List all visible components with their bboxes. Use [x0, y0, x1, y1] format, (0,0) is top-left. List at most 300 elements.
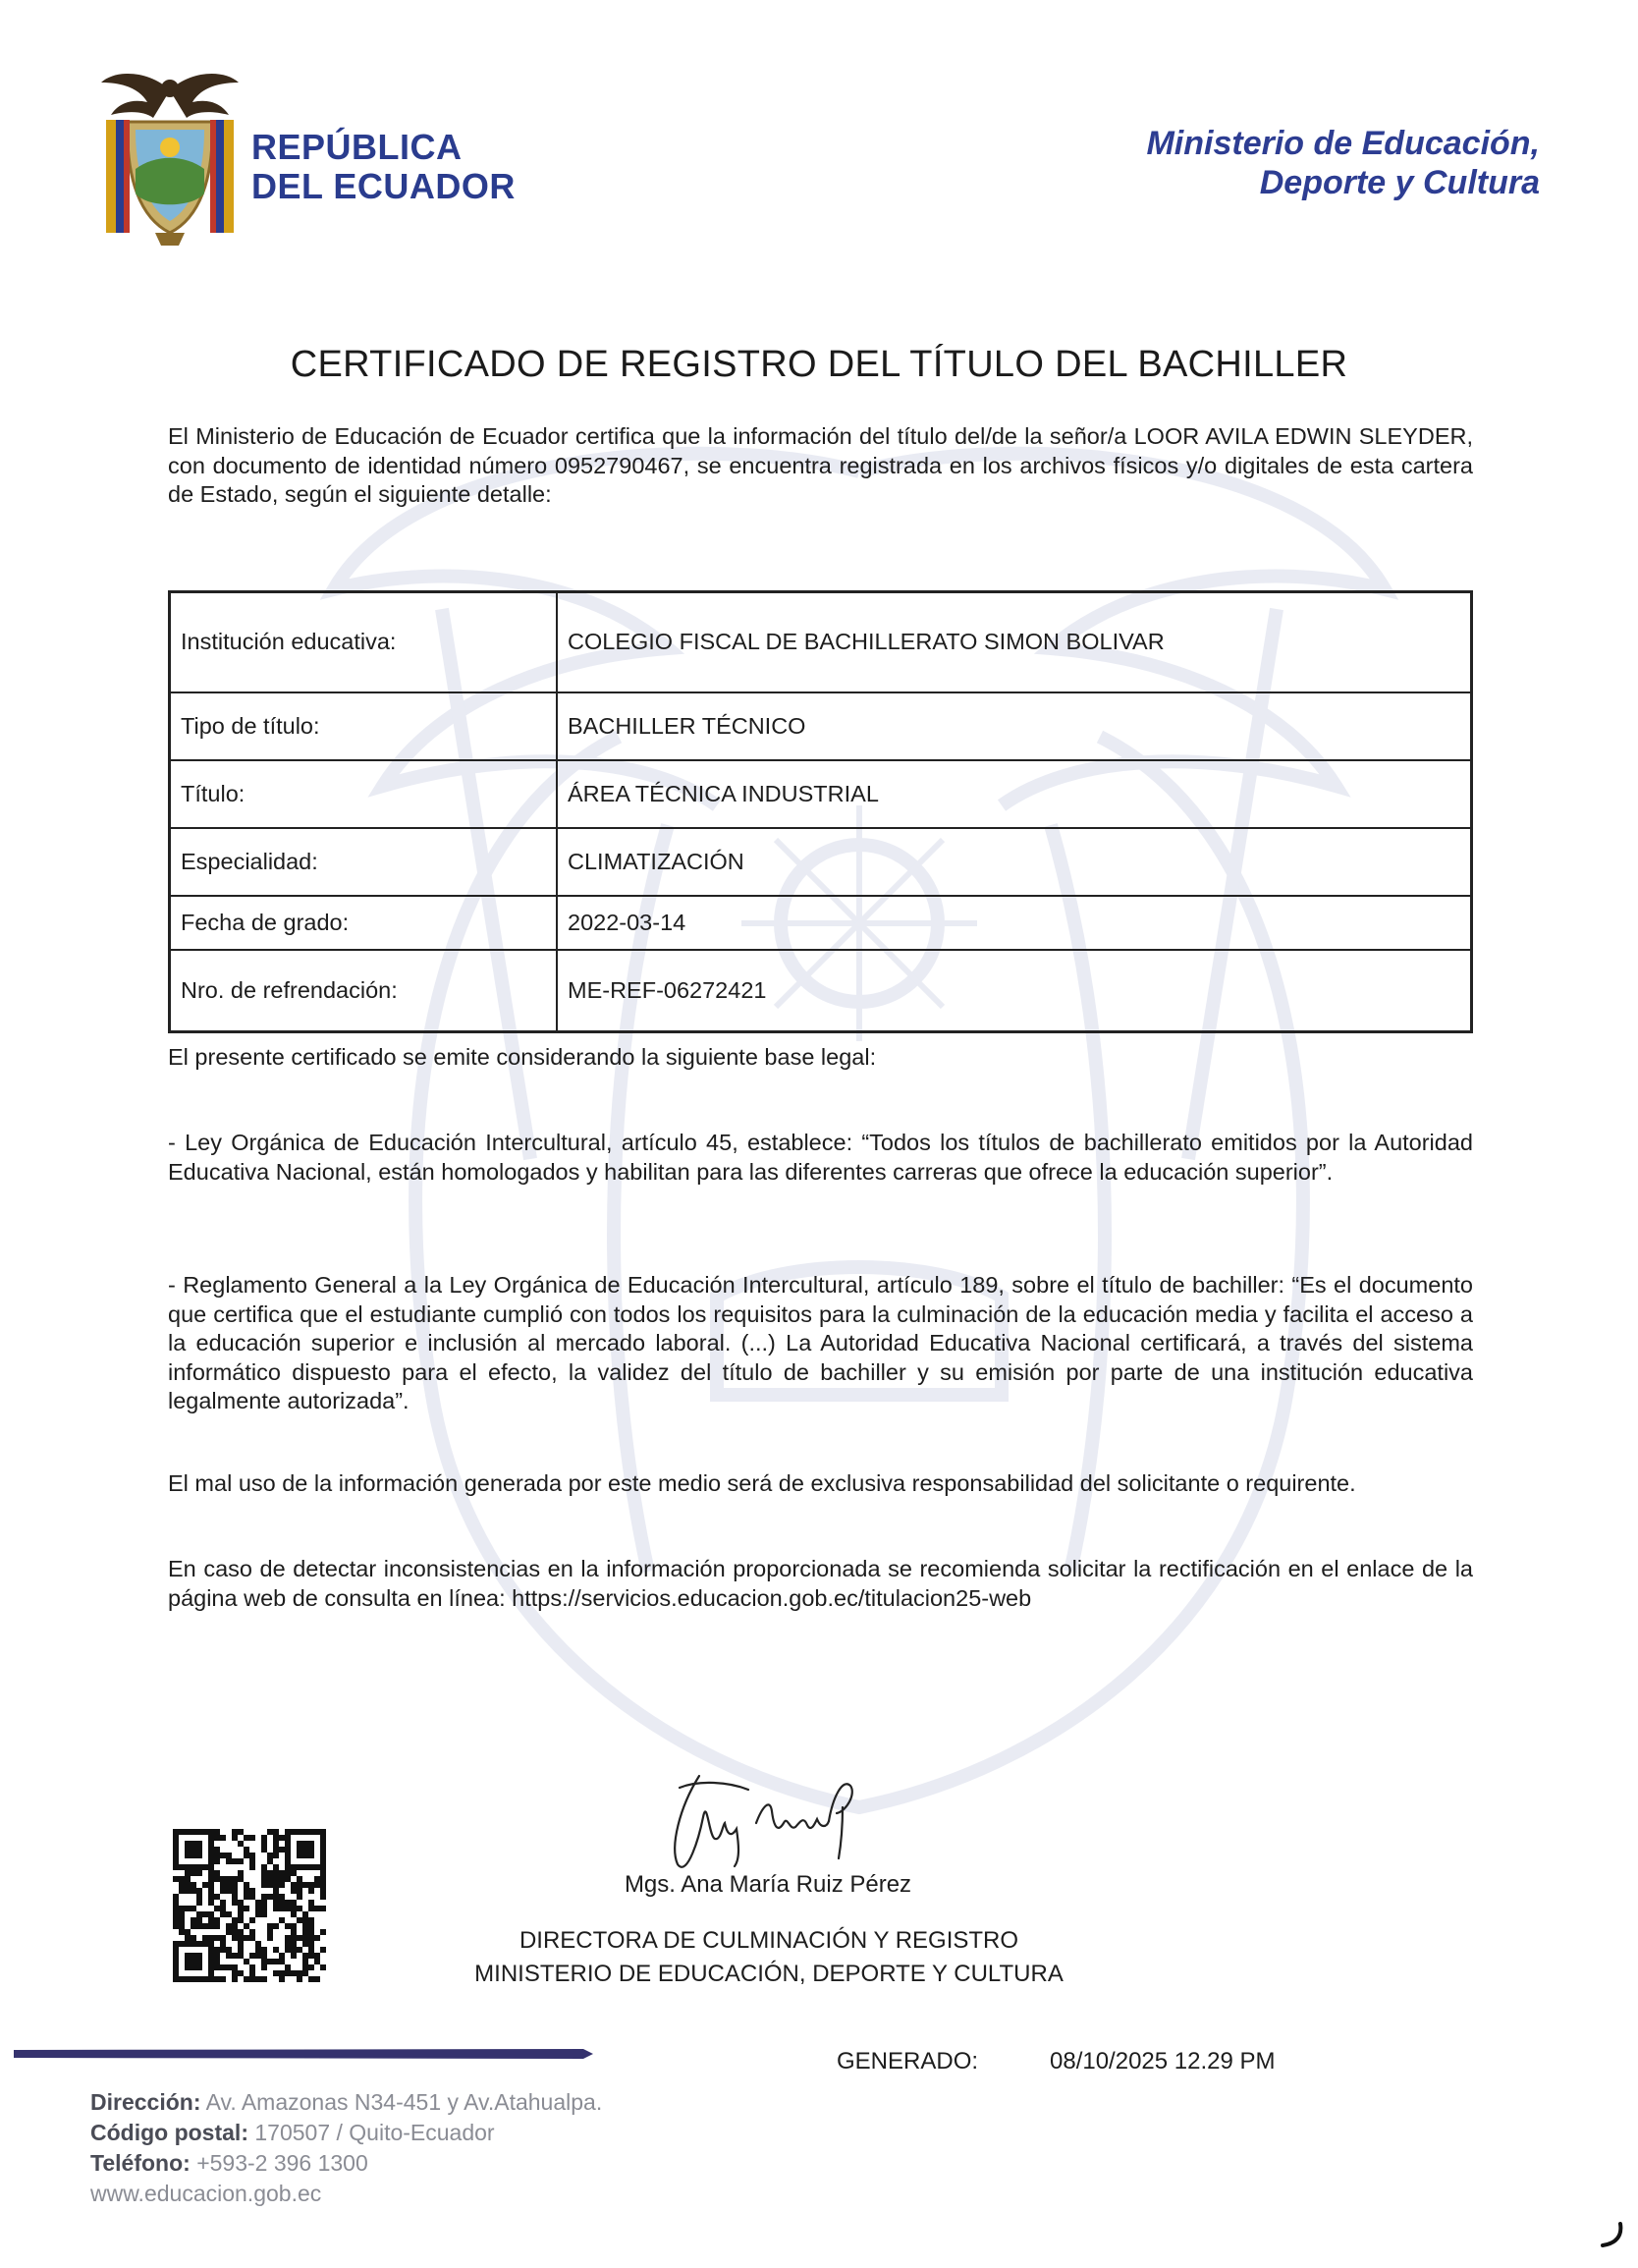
qr-module — [179, 1888, 185, 1894]
detail-label: Nro. de refrendación: — [170, 950, 558, 1032]
qr-module — [196, 1911, 202, 1917]
qr-module — [214, 1829, 220, 1835]
qr-module — [220, 1941, 226, 1947]
qr-module — [314, 1959, 320, 1964]
qr-module — [208, 1853, 214, 1858]
qr-module — [173, 1864, 179, 1870]
qr-module — [220, 1964, 226, 1970]
qr-module — [220, 1888, 226, 1894]
qr-module — [202, 1935, 208, 1941]
detail-label: Institución educativa: — [170, 592, 558, 692]
qr-module — [285, 1841, 291, 1847]
qr-module — [302, 1911, 308, 1917]
qr-module — [196, 1888, 202, 1894]
address-label: Dirección: — [90, 2089, 201, 2115]
qr-module — [244, 1853, 249, 1858]
qr-module — [261, 1947, 267, 1953]
qr-module — [232, 1976, 238, 1982]
qr-module — [314, 1864, 320, 1870]
qr-module — [214, 1917, 220, 1923]
qr-module — [261, 1900, 267, 1906]
qr-module — [220, 1900, 226, 1906]
qr-module — [214, 1953, 220, 1959]
qr-module — [297, 1935, 302, 1941]
qr-module — [173, 1947, 179, 1953]
qr-module — [291, 1911, 297, 1917]
qr-module — [320, 1835, 326, 1841]
qr-module — [308, 1853, 314, 1858]
detail-label: Fecha de grado: — [170, 896, 558, 950]
qr-module — [208, 1941, 214, 1947]
corner-curl-icon — [1599, 2222, 1624, 2247]
qr-module — [173, 1953, 179, 1959]
qr-module — [279, 1959, 285, 1964]
footer-address — [90, 2088, 602, 2116]
qr-module — [285, 1900, 291, 1906]
qr-module — [297, 1888, 302, 1894]
qr-module — [302, 1964, 308, 1970]
qr-module — [308, 1882, 314, 1888]
qr-module — [297, 1917, 302, 1923]
qr-module — [249, 1976, 255, 1982]
qr-module — [202, 1976, 208, 1982]
signer-name: Mgs. Ana María Ruiz Pérez — [624, 1871, 912, 1898]
ministry-line-2: Deporte y Cultura — [1259, 164, 1540, 201]
qr-module — [173, 1894, 179, 1900]
qr-module — [255, 1900, 261, 1906]
qr-module — [244, 1847, 249, 1853]
qr-module — [308, 1888, 314, 1894]
misuse-notice: El mal uso de la información generada por este medio será de exclusiva responsabilidad del solicitante o requirente. — [168, 1470, 1356, 1496]
qr-module — [173, 1853, 179, 1858]
qr-module — [302, 1847, 308, 1853]
qr-module — [285, 1847, 291, 1853]
qr-module — [185, 1929, 191, 1935]
qr-module — [279, 1894, 285, 1900]
qr-module — [208, 1970, 214, 1976]
qr-module — [302, 1882, 308, 1888]
qr-module — [173, 1835, 179, 1841]
qr-module — [297, 1853, 302, 1858]
qr-module — [173, 1917, 179, 1923]
qr-module — [273, 1847, 279, 1853]
qr-module — [220, 1906, 226, 1911]
qr-module — [308, 1941, 314, 1947]
qr-module — [302, 1941, 308, 1947]
qr-module — [244, 1894, 249, 1900]
qr-module — [232, 1935, 238, 1941]
qr-module — [249, 1853, 255, 1858]
qr-module — [320, 1829, 326, 1835]
qr-module — [279, 1876, 285, 1882]
postal-label: Código postal: — [90, 2120, 248, 2145]
qr-module — [214, 1959, 220, 1964]
qr-module — [291, 1888, 297, 1894]
qr-module — [297, 1829, 302, 1835]
qr-module — [279, 1970, 285, 1976]
qr-module — [196, 1941, 202, 1947]
qr-module — [244, 1835, 249, 1841]
qr-module — [249, 1953, 255, 1959]
qr-module — [185, 1882, 191, 1888]
qr-module — [261, 1841, 267, 1847]
qr-module — [267, 1894, 273, 1900]
qr-module — [320, 1847, 326, 1853]
qr-module — [196, 1841, 202, 1847]
footer-phone — [90, 2149, 368, 2177]
qr-module — [261, 1876, 267, 1882]
qr-module — [185, 1841, 191, 1847]
qr-module — [285, 1947, 291, 1953]
qr-module — [185, 1959, 191, 1964]
qr-module — [267, 1858, 273, 1864]
qr-module — [273, 1864, 279, 1870]
qr-module — [191, 1964, 196, 1970]
qr-module — [185, 1876, 191, 1882]
qr-module — [232, 1900, 238, 1906]
detail-label: Tipo de título: — [170, 692, 558, 760]
qr-module — [214, 1853, 220, 1858]
detail-value: COLEGIO FISCAL DE BACHILLERATO SIMON BOLIVAR — [557, 592, 1472, 692]
qr-module — [302, 1935, 308, 1941]
qr-module — [297, 1864, 302, 1870]
qr-module — [273, 1906, 279, 1911]
qr-module — [191, 1882, 196, 1888]
qr-module — [208, 1870, 214, 1876]
qr-module — [279, 1906, 285, 1911]
address-value: Av. Amazonas N34-451 y Av.Atahualpa. — [205, 2089, 603, 2115]
qr-module — [249, 1894, 255, 1900]
qr-module — [214, 1964, 220, 1970]
qr-module — [249, 1835, 255, 1841]
qr-module — [232, 1894, 238, 1900]
qr-module — [208, 1953, 214, 1959]
qr-module — [308, 1917, 314, 1923]
qr-module — [191, 1829, 196, 1835]
signer-institution: MINISTERIO DE EDUCACIÓN, DEPORTE Y CULTURA — [474, 1961, 1064, 1987]
qr-module — [173, 1941, 179, 1947]
qr-module — [202, 1923, 208, 1929]
qr-module — [191, 1976, 196, 1982]
qr-module — [232, 1929, 238, 1935]
republic-line-1: REPÚBLICA — [251, 127, 463, 167]
qr-module — [249, 1858, 255, 1864]
table-row — [170, 760, 1472, 828]
qr-module — [208, 1841, 214, 1847]
qr-module — [297, 1841, 302, 1847]
qr-module — [308, 1841, 314, 1847]
qr-module — [273, 1829, 279, 1835]
document-title: CERTIFICADO DE REGISTRO DEL TÍTULO DEL BACHILLER — [290, 344, 1348, 385]
qr-module — [220, 1947, 226, 1953]
qr-module — [179, 1882, 185, 1888]
republic-name — [251, 128, 516, 206]
qr-module — [261, 1870, 267, 1876]
qr-module — [226, 1876, 232, 1882]
qr-module — [285, 1864, 291, 1870]
qr-module — [208, 1858, 214, 1864]
qr-module — [320, 1853, 326, 1858]
qr-module — [285, 1829, 291, 1835]
qr-module — [191, 1906, 196, 1911]
qr-module — [238, 1929, 244, 1935]
qr-module — [214, 1894, 220, 1900]
qr-module — [214, 1935, 220, 1941]
qr-module — [273, 1882, 279, 1888]
qr-module — [249, 1888, 255, 1894]
legal-article-189: - Reglamento General a la Ley Orgánica de Educación Intercultural, artículo 189, sobre el título de bachiller: “Es el documento que certifica que el estudiante cumplió con todos los requisitos para la culminación de la educación media y facilita el acceso a la educación superior e inclusión al mercado laboral. (...) La Autoridad Educativa Nacional certificará, a través del sistema informático dispuesto para el efecto, la validez del título de bachiller y su emisión por parte de una institución educativa legalmente autorizada”. — [168, 1272, 1473, 1413]
qr-module — [196, 1917, 202, 1923]
qr-module — [238, 1911, 244, 1917]
qr-module — [214, 1847, 220, 1853]
qr-module — [173, 1847, 179, 1853]
phone-value: +593-2 396 1300 — [196, 2150, 368, 2176]
qr-module — [244, 1888, 249, 1894]
qr-module — [273, 1841, 279, 1847]
qr-module — [291, 1947, 297, 1953]
qr-module — [249, 1864, 255, 1870]
qr-module — [273, 1894, 279, 1900]
legal-article-45: - Ley Orgánica de Educación Intercultural, artículo 45, establece: “Todos los títulos de bachillerato emitidos por la Autoridad Educativa Nacional, están homologados y habilitan para las diferentes carreras que ofrece la educación superior”. — [168, 1130, 1473, 1185]
qr-module — [185, 1870, 191, 1876]
qr-module — [297, 1894, 302, 1900]
qr-module — [202, 1882, 208, 1888]
qr-module — [314, 1882, 320, 1888]
qr-module — [191, 1888, 196, 1894]
qr-module — [320, 1894, 326, 1900]
qr-module — [308, 1864, 314, 1870]
qr-module — [179, 1917, 185, 1923]
qr-module — [238, 1970, 244, 1976]
qr-module — [238, 1953, 244, 1959]
qr-module — [238, 1935, 244, 1941]
detail-label: Especialidad: — [170, 828, 558, 896]
qr-module — [320, 1841, 326, 1847]
qr-module — [261, 1906, 267, 1911]
qr-module — [273, 1900, 279, 1906]
qr-module — [267, 1853, 273, 1858]
qr-module — [191, 1935, 196, 1941]
qr-module — [297, 1882, 302, 1888]
qr-module — [279, 1847, 285, 1853]
qr-module — [302, 1917, 308, 1923]
footer-website: www.educacion.gob.ec — [90, 2181, 322, 2206]
qr-module — [279, 1882, 285, 1888]
qr-module — [232, 1888, 238, 1894]
qr-module — [308, 1935, 314, 1941]
qr-module — [226, 1888, 232, 1894]
qr-module — [191, 1853, 196, 1858]
qr-module — [196, 1953, 202, 1959]
qr-module — [320, 1888, 326, 1894]
qr-module — [208, 1847, 214, 1853]
qr-module — [320, 1864, 326, 1870]
qr-module — [314, 1829, 320, 1835]
qr-module — [208, 1976, 214, 1982]
qr-module — [279, 1900, 285, 1906]
qr-module — [226, 1964, 232, 1970]
qr-module — [196, 1894, 202, 1900]
qr-module — [208, 1829, 214, 1835]
qr-module — [320, 1947, 326, 1953]
qr-module — [267, 1959, 273, 1964]
qr-module — [267, 1929, 273, 1935]
qr-module — [308, 1947, 314, 1953]
qr-module — [291, 1923, 297, 1929]
qr-module — [261, 1882, 267, 1888]
qr-module — [244, 1935, 249, 1941]
qr-module — [173, 1900, 179, 1906]
qr-module — [173, 1976, 179, 1982]
qr-module — [267, 1870, 273, 1876]
qr-module — [196, 1864, 202, 1870]
qr-module — [196, 1829, 202, 1835]
qr-module — [285, 1876, 291, 1882]
qr-module — [297, 1876, 302, 1882]
qr-module — [279, 1917, 285, 1923]
qr-module — [255, 1947, 261, 1953]
qr-module — [179, 1929, 185, 1935]
qr-module — [173, 1923, 179, 1929]
qr-module — [173, 1959, 179, 1964]
qr-module — [238, 1917, 244, 1923]
qr-module — [261, 1959, 267, 1964]
qr-module — [308, 1847, 314, 1853]
qr-module — [291, 1970, 297, 1976]
qr-module — [273, 1923, 279, 1929]
qr-module — [220, 1911, 226, 1917]
detail-label: Título: — [170, 760, 558, 828]
qr-module — [285, 1906, 291, 1911]
qr-module — [220, 1853, 226, 1858]
qr-module — [226, 1853, 232, 1858]
qr-module — [179, 1941, 185, 1947]
qr-module — [279, 1870, 285, 1876]
qr-module — [267, 1882, 273, 1888]
qr-module — [185, 1976, 191, 1982]
qr-module — [196, 1923, 202, 1929]
qr-module — [214, 1876, 220, 1882]
qr-module — [226, 1882, 232, 1888]
qr-module — [226, 1858, 232, 1864]
qr-module — [202, 1864, 208, 1870]
signer-role: DIRECTORA DE CULMINACIÓN Y REGISTRO — [519, 1927, 1019, 1954]
qr-module — [302, 1923, 308, 1929]
qr-module — [238, 1947, 244, 1953]
qr-module — [238, 1900, 244, 1906]
qr-module — [308, 1923, 314, 1929]
qr-module — [173, 1970, 179, 1976]
qr-module — [208, 1923, 214, 1929]
qr-module — [267, 1829, 273, 1835]
qr-module — [255, 1941, 261, 1947]
qr-module — [244, 1882, 249, 1888]
qr-module — [302, 1929, 308, 1935]
table-row — [170, 828, 1472, 896]
qr-module — [297, 1976, 302, 1982]
qr-module — [238, 1906, 244, 1911]
qr-module — [249, 1964, 255, 1970]
qr-module — [226, 1929, 232, 1935]
qr-module — [314, 1976, 320, 1982]
qr-module — [273, 1888, 279, 1894]
qr-module — [255, 1906, 261, 1911]
qr-module — [196, 1853, 202, 1858]
qr-module — [202, 1829, 208, 1835]
qr-module — [302, 1829, 308, 1835]
qr-module — [273, 1835, 279, 1841]
qr-module — [249, 1970, 255, 1976]
qr-module — [285, 1941, 291, 1947]
qr-module — [291, 1929, 297, 1935]
qr-module — [179, 1906, 185, 1911]
qr-module — [291, 1864, 297, 1870]
qr-module — [232, 1970, 238, 1976]
ministry-name — [1146, 124, 1540, 202]
qr-module — [308, 1953, 314, 1959]
qr-module — [308, 1964, 314, 1970]
handwritten-signature — [660, 1768, 876, 1876]
qr-module — [191, 1841, 196, 1847]
qr-module — [232, 1923, 238, 1929]
qr-module — [297, 1847, 302, 1853]
qr-module — [285, 1970, 291, 1976]
qr-module — [191, 1917, 196, 1923]
qr-module — [255, 1953, 261, 1959]
qr-module — [302, 1864, 308, 1870]
qr-module — [214, 1835, 220, 1841]
qr-module — [255, 1911, 261, 1917]
generated-label: GENERADO: — [837, 2048, 979, 2074]
detail-value: CLIMATIZACIÓN — [557, 828, 1472, 896]
qr-module — [196, 1847, 202, 1853]
qr-module — [208, 1888, 214, 1894]
qr-module — [179, 1829, 185, 1835]
qr-module — [214, 1906, 220, 1911]
qr-module — [191, 1847, 196, 1853]
qr-module — [202, 1911, 208, 1917]
qr-module — [285, 1858, 291, 1864]
qr-module — [308, 1906, 314, 1911]
qr-module — [208, 1911, 214, 1917]
qr-module — [320, 1876, 326, 1882]
qr-module — [244, 1976, 249, 1982]
qr-module — [173, 1858, 179, 1864]
qr-module — [185, 1888, 191, 1894]
qr-module — [261, 1864, 267, 1870]
qr-module — [273, 1876, 279, 1882]
table-row — [170, 692, 1472, 760]
table-row — [170, 592, 1472, 692]
qr-module — [273, 1853, 279, 1858]
qr-module — [208, 1959, 214, 1964]
qr-module — [208, 1894, 214, 1900]
qr-module — [226, 1947, 232, 1953]
qr-module — [173, 1876, 179, 1882]
phone-label: Teléfono: — [90, 2150, 191, 2176]
qr-module — [185, 1847, 191, 1853]
qr-module — [285, 1964, 291, 1970]
qr-module — [297, 1970, 302, 1976]
qr-module — [249, 1935, 255, 1941]
qr-module — [226, 1923, 232, 1929]
qr-module — [261, 1911, 267, 1917]
qr-module — [255, 1976, 261, 1982]
qr-module — [196, 1976, 202, 1982]
qr-module — [191, 1959, 196, 1964]
qr-module — [220, 1935, 226, 1941]
qr-module — [179, 1864, 185, 1870]
